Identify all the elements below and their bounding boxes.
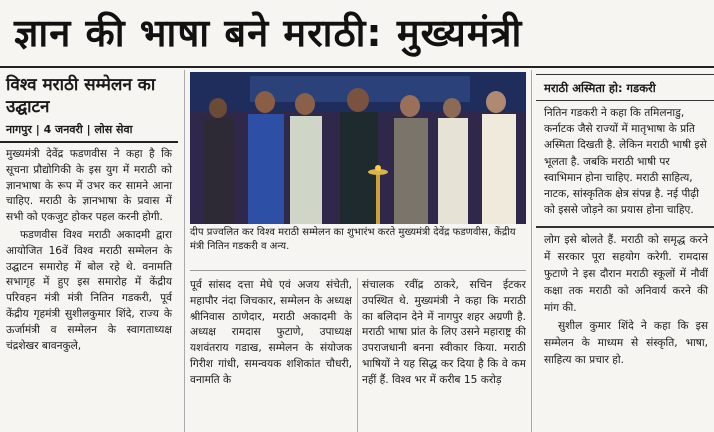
event-photo-image xyxy=(190,72,526,224)
middle-column-1: पूर्व सांसद दत्ता मेघे एवं अजय संचेती, महापौर नंदा जिचकार, सम्मेलन के अध्यक्ष श्रीनिवास ठाणेदार, मराठी अकादमी के अध्यक्ष रामदास फुटाणे, उपाध्यक्ष यशवंतराय गडाख, सम्मेलन के संयोजक गिरीश गांधी, समन्वयक शशिकांत चौधरी, वनामति के xyxy=(190,279,352,386)
left-paragraph-2: फडणवीस विश्व मराठी अकादमी द्वारा आयोजित 16वें विश्व मराठी सम्मेलन के उद्घाटन समारोह में बोल रहे थे. वनामति सभागृह में हुए इस समारोह में केंद्रीय परिवहन मंत्री मंत्री नितिन गडकरी, पूर्व केंद्रीय गृहमंत्री सुशीलकुमार शिंदे, राज्य के ऊर्जामंत्री व सम्मेलन के स्वागताध्यक्ष चंद्रशेखर बावनकुले, xyxy=(6,228,172,352)
caption-rule xyxy=(190,270,526,271)
column-divider-middle xyxy=(357,278,358,432)
headline: ज्ञान की भाषा बने मराठी: मुख्यमंत्री xyxy=(14,11,523,55)
dateline: नागपुर | 4 जनवरी | लोस सेवा xyxy=(6,123,133,136)
column-divider-left xyxy=(184,70,185,432)
right-paragraph-1: लोग इसे बोलते हैं. मराठी को समृद्ध करने में सरकार पूरा सहयोग करेगी. रामदास फुटाणे ने इस दौरान मराठी स्कूलों में नौवीं कक्षा तक मराठी को अनिवार्य करने की मांग की. xyxy=(544,234,708,314)
subheadline: विश्व मराठी सम्मेलन का उद्घाटन xyxy=(6,75,156,117)
right-paragraph-2: सुशील कुमार शिंदे ने कहा कि इस सम्मेलन के माध्यम से संस्कृति, भाषा, साहित्य का प्रचार हो. xyxy=(544,320,708,366)
photo-caption: दीप प्रज्वलित कर विश्व मराठी सम्मेलन का शुभारंभ करते मुख्यमंत्री देवेंद्र फडणवीस, केंद्रीय मंत्री नितिन गडकरी व अन्य. xyxy=(190,227,516,252)
left-paragraph-1: मुख्यमंत्री देवेंद्र फडणवीस ने कहा है कि सूचना प्रौद्योगिकी के इस युग में मराठी को ज्ञानभाषा के रूप में उभर कर सामने आना चाहिए. मराठी के ज्ञानभाषा के प्रवास में सभी को एकजुट होकर पहल करनी होगी. xyxy=(6,148,172,224)
sidebar-box-rule xyxy=(536,226,714,228)
left-column xyxy=(0,70,178,432)
sidebar-box-title: मराठी अस्मिता हो: गडकरी xyxy=(536,74,714,101)
left-rule xyxy=(0,141,178,143)
sidebar-box-text: नितिन गडकरी ने कहा कि तमिलनाडु, कर्नाटक जैसे राज्यों में मातृभाषा के प्रति अस्मिता दिखती है. लेकिन मराठी भाषी इसे भूलता है. जबकि मराठी भाषी पर स्वाभिमान होना चाहिए. मराठी साहित्य, नाटक, सांस्कृतिक क्षेत्र संपन्न है. नई पीढ़ी को इससे जोड़ने का प्रयास होना चाहिए. xyxy=(544,107,707,217)
news-photo xyxy=(190,72,526,224)
middle-column-2: संचालक रवींद्र ठाकरे, सचिन ईटकर उपस्थित थे. मुख्यमंत्री ने कहा कि मराठी का बलिदान देने में नागपुर शहर अग्रणी है. मराठी भाषा प्रांत के लिए उसने महाराष्ट्र की उपराजधानी बनना स्वीकार किया. मराठी भाषियों ने यह सिद्ध कर दिया है कि वे कम नहीं हैं. विश्व भर में करीब 15 करोड़ xyxy=(362,279,526,386)
right-column xyxy=(536,70,714,432)
column-divider-right xyxy=(531,70,532,432)
headline-rule xyxy=(0,66,714,68)
